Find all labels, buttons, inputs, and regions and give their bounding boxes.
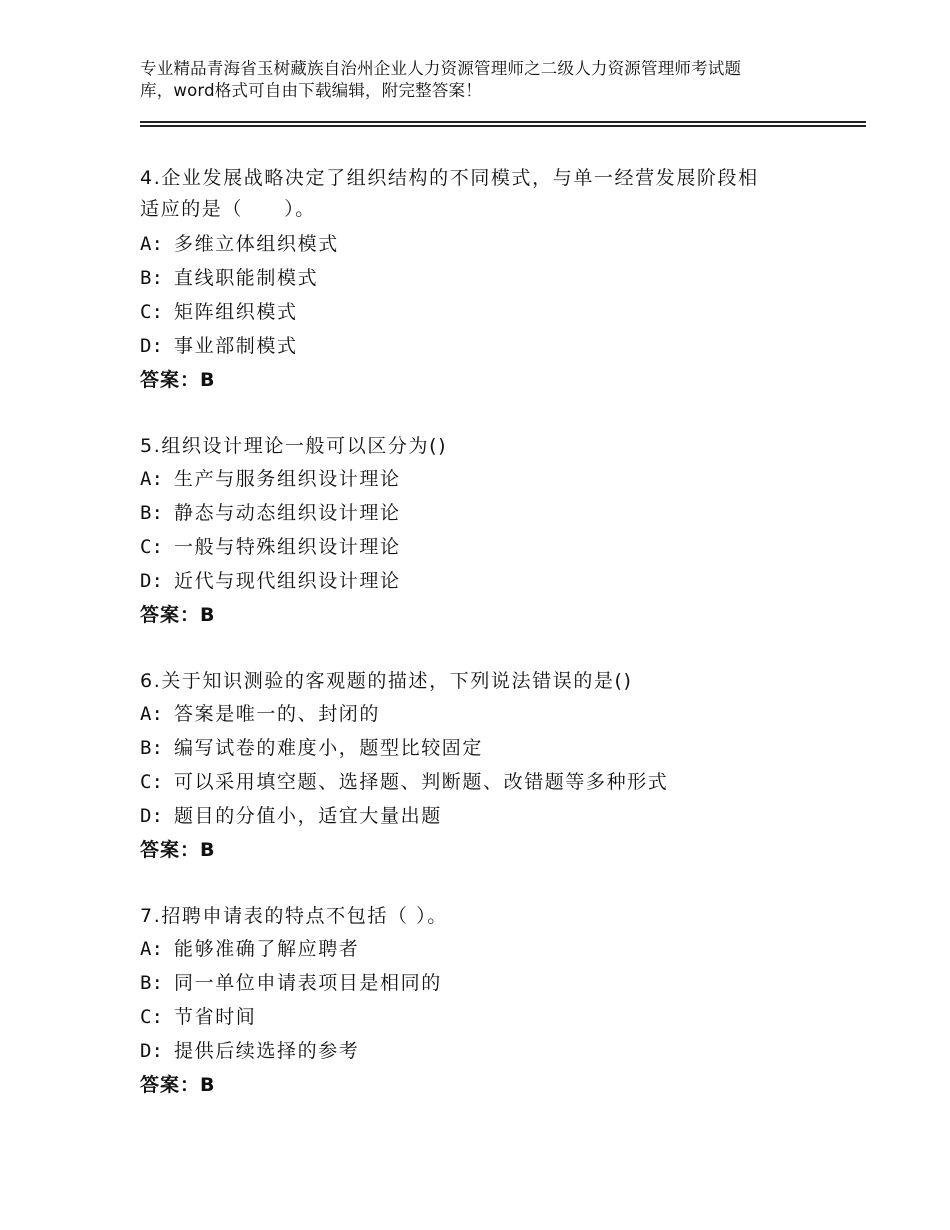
question-4-option-d bbox=[140, 329, 840, 363]
answer-value: B bbox=[200, 369, 216, 391]
question-spacer bbox=[140, 632, 840, 666]
option-key: C: bbox=[140, 1006, 163, 1028]
option-key: C: bbox=[140, 301, 163, 323]
question-6 bbox=[140, 666, 840, 867]
question-4-stem-line-1: 4.企业发展战略决定了组织结构的不同模式，与单一经营发展阶段相 bbox=[140, 167, 759, 189]
option-text: 一般与特殊组织设计理论 bbox=[174, 536, 401, 558]
question-spacer bbox=[140, 397, 840, 431]
document-header bbox=[140, 58, 840, 102]
question-7-answer bbox=[140, 1068, 840, 1102]
answer-label: 答案： bbox=[140, 839, 201, 861]
question-7-option-b bbox=[140, 966, 840, 1000]
question-6-answer bbox=[140, 833, 840, 867]
option-text: 事业部制模式 bbox=[174, 335, 298, 357]
answer-label: 答案： bbox=[140, 604, 201, 626]
option-text: 答案是唯一的、封闭的 bbox=[174, 703, 381, 725]
option-text: 多维立体组织模式 bbox=[174, 233, 339, 255]
option-text: 生产与服务组织设计理论 bbox=[174, 468, 401, 490]
answer-value: B bbox=[200, 604, 216, 626]
option-text: 矩阵组织模式 bbox=[174, 301, 298, 323]
option-key: A: bbox=[140, 938, 163, 960]
option-text: 同一单位申请表项目是相同的 bbox=[174, 972, 442, 994]
question-5-option-d bbox=[140, 564, 840, 598]
option-key: B: bbox=[140, 267, 163, 289]
option-text: 提供后续选择的参考 bbox=[174, 1040, 360, 1062]
question-4 bbox=[140, 163, 840, 397]
question-7-option-d bbox=[140, 1034, 840, 1068]
header-divider-top bbox=[140, 121, 866, 123]
question-6-option-c bbox=[140, 765, 840, 799]
answer-value: B bbox=[200, 1074, 216, 1096]
question-5-stem: 5.组织设计理论一般可以区分为() bbox=[140, 435, 448, 457]
question-4-stem-line-2: 适应的是（ ）。 bbox=[140, 198, 316, 220]
question-4-answer bbox=[140, 363, 840, 397]
answer-value: B bbox=[200, 839, 216, 861]
option-key: D: bbox=[140, 805, 163, 827]
answer-label: 答案： bbox=[140, 1074, 201, 1096]
option-key: B: bbox=[140, 972, 163, 994]
question-5-option-a bbox=[140, 462, 840, 496]
question-4-option-c bbox=[140, 295, 840, 329]
option-text: 直线职能制模式 bbox=[174, 267, 319, 289]
option-text: 节省时间 bbox=[174, 1006, 257, 1028]
question-4-option-a bbox=[140, 227, 840, 261]
option-key: B: bbox=[140, 502, 163, 524]
option-text: 题目的分值小，适宜大量出题 bbox=[174, 805, 442, 827]
question-spacer bbox=[140, 867, 840, 901]
question-list bbox=[140, 163, 840, 1102]
option-key: A: bbox=[140, 233, 163, 255]
option-text: 能够准确了解应聘者 bbox=[174, 938, 360, 960]
answer-label: 答案： bbox=[140, 369, 201, 391]
option-text: 编写试卷的难度小，题型比较固定 bbox=[174, 737, 484, 759]
header-divider-bottom bbox=[140, 125, 866, 127]
question-6-option-b bbox=[140, 731, 840, 765]
question-6-option-a bbox=[140, 697, 840, 731]
question-7-stem: 7.招聘申请表的特点不包括（ ）。 bbox=[140, 905, 448, 927]
option-key: D: bbox=[140, 335, 163, 357]
question-7 bbox=[140, 901, 840, 1102]
option-key: C: bbox=[140, 771, 163, 793]
question-4-option-b bbox=[140, 261, 840, 295]
option-key: D: bbox=[140, 570, 163, 592]
question-5-option-b bbox=[140, 496, 840, 530]
header-line-2: 库，word格式可自由下载编辑，附完整答案！ bbox=[140, 81, 482, 100]
option-key: A: bbox=[140, 703, 163, 725]
question-6-option-d bbox=[140, 799, 840, 833]
question-7-option-c bbox=[140, 1000, 840, 1034]
question-5-answer bbox=[140, 598, 840, 632]
question-6-stem: 6.关于知识测验的客观题的描述，下列说法错误的是() bbox=[140, 670, 633, 692]
option-key: A: bbox=[140, 468, 163, 490]
option-text: 静态与动态组织设计理论 bbox=[174, 502, 401, 524]
option-text: 可以采用填空题、选择题、判断题、改错题等多种形式 bbox=[174, 771, 669, 793]
option-text: 近代与现代组织设计理论 bbox=[174, 570, 401, 592]
question-7-option-a bbox=[140, 932, 840, 966]
option-key: D: bbox=[140, 1040, 163, 1062]
question-5 bbox=[140, 431, 840, 632]
option-key: B: bbox=[140, 737, 163, 759]
option-key: C: bbox=[140, 536, 163, 558]
header-line-1: 专业精品青海省玉树藏族自治州企业人力资源管理师之二级人力资源管理师考试题 bbox=[140, 59, 742, 78]
question-5-option-c bbox=[140, 530, 840, 564]
